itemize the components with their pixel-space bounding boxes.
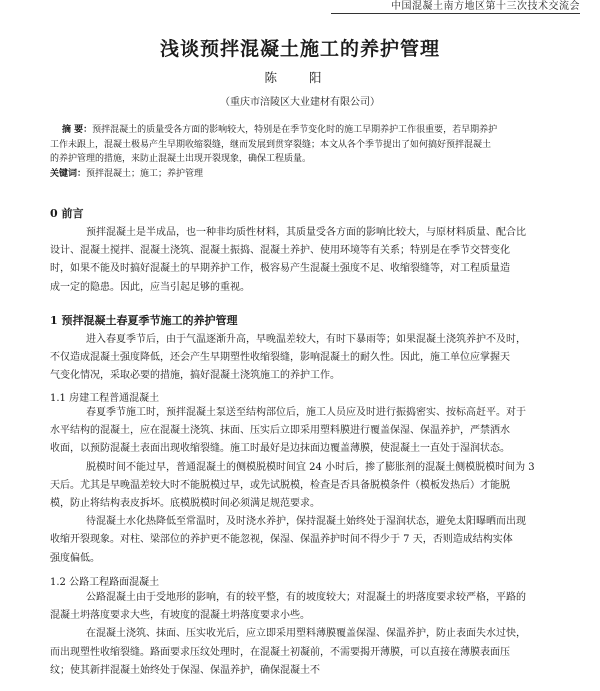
abstract-line: 摘 要：预拌混凝土的质量受各方面的影响较大，特别是在季节变化时的施工早期养护工作很重要，若早期养护 <box>62 125 498 135</box>
running-header: 中国混凝土南方地区第十三次技术交流会 <box>331 0 580 14</box>
text-line: 时，如果不能及时搞好混凝土的早期养护工作，极容易产生混凝土强度不足、收缩裂缝等，对工程质量造 <box>50 263 510 275</box>
paper-title: 浅谈预拌混凝土施工的养护管理 <box>159 38 440 60</box>
subsection-heading-1-1: 1.1 房建工程普通混凝土 <box>50 393 160 404</box>
section0-paragraph <box>50 224 574 297</box>
text-line: 春夏季节施工时，预拌混凝土泵送至结构部位后，施工人员应及时进行振捣密实、按标高赶平。对于 <box>86 407 526 418</box>
subsection-1-2-body <box>50 589 574 680</box>
section1-intro <box>50 331 574 386</box>
abstract-block <box>50 123 572 181</box>
text-line: 收缩开裂现象。对柱、梁部位的养护更不能忽视，保湿、保温养护时间不得少于 7 天，否则造成结构实体 <box>50 534 513 546</box>
author-name: 陈 阳 <box>264 70 336 85</box>
abstract-line: 工作未跟上，混凝土极易产生早期收缩裂缝，继而发展到贯穿裂缝；本文从各个季节提出了如何搞好预拌混凝土 <box>50 139 492 150</box>
text-line: 而出现塑性收缩裂缝。路面要求压纹处理时，在混凝土初凝前，不需要揭开薄膜，可以直接在薄膜表面压 <box>50 646 510 658</box>
keywords-text: 预拌混凝土；施工；养护管理 <box>86 168 204 179</box>
keywords-label: 关键词： <box>50 168 87 179</box>
subsection-1-1-body <box>50 404 574 568</box>
section-heading-1: 1 预拌混凝土春夏季节施工的养护管理 <box>50 314 238 327</box>
text-line: 强度偏低。 <box>50 552 100 564</box>
text-line: 待混凝土水化热降低至常温时，及时浇水养护，保持混凝土始终处于湿润状态，避免太阳曝晒而出现 <box>86 516 526 528</box>
text-line: 收面，以预防混凝土表面出现收缩裂缝。施工时最好是边抹面边覆盖薄膜，使混凝土一直处于湿润状态。 <box>50 443 510 455</box>
keywords-line <box>50 167 572 182</box>
text-line: 天后。尤其是早晚温差较大时不能脱模过早，或先试脱模，检查是否具备脱模条件（模板发热后）才能脱 <box>50 479 510 491</box>
text-line: 设计、混凝土搅拌、混凝土浇筑、混凝土振捣、混凝土养护、使用环境等有关系；特别是在季节交替变化 <box>50 245 510 257</box>
text-line: 脱模时间不能过早，普通混凝土的侧模脱模时间宜 24 小时后，掺了膨胀剂的混凝土侧模脱模时间为 3 <box>86 461 535 473</box>
text-line: 公路混凝土由于受地形的影响，有的较平整，有的坡度较大；对混凝土的坍落度要求较严格，平路的 <box>86 592 526 603</box>
text-line: 在混凝土浇筑、抹面、压实收光后，应立即采用塑料薄膜覆盖保湿、保温养护，防止表面失水过快， <box>86 628 526 640</box>
text-line: 预拌混凝土是半成品，也一种非均质性材料，其质量受各方面的影响比较大，与原材料质量、配合比 <box>86 227 526 238</box>
abstract-line: 的养护管理的措施，来防止混凝土出现开裂现象，确保工程质量。 <box>50 154 312 164</box>
section-heading-0: 0 前言 <box>50 207 84 220</box>
abstract-label: 摘 要： <box>62 125 93 135</box>
text-line: 水平结构的混凝土，应在混凝土浇筑、抹面、压实后立即采用塑料膜进行覆盖保湿、保温养护，严禁洒水 <box>50 425 510 437</box>
subsection-heading-1-2: 1.2 公路工程路面混凝土 <box>50 577 160 588</box>
text-line: 成一定的隐患。因此，应当引起足够的重视。 <box>50 281 250 293</box>
text-line: 混凝土坍落度要求大些，有坡度的混凝土坍落度要求小些。 <box>50 610 310 622</box>
text-line: 不仅造成混凝土强度降低，还会产生早期塑性收缩裂缝，影响混凝土的耐久性。因此，施工单位应掌握天 <box>50 352 510 364</box>
author-affiliation: （重庆市涪陵区大业建材有限公司） <box>220 97 380 108</box>
text-line: 纹；使其新拌混凝土始终处于保湿、保温养护，确保混凝土不 <box>50 664 320 676</box>
text-line: 进入春夏季节后，由于气温逐渐升高，早晚温差较大，有时下暴雨等；如果混凝土浇筑养护不及时， <box>86 334 526 345</box>
text-line: 模，防止将结构表皮拆坏。底模脱模时间必须满足规范要求。 <box>50 497 320 509</box>
text-line: 气变化情况，采取必要的措施，搞好混凝土浇筑施工的养护工作。 <box>50 370 340 382</box>
